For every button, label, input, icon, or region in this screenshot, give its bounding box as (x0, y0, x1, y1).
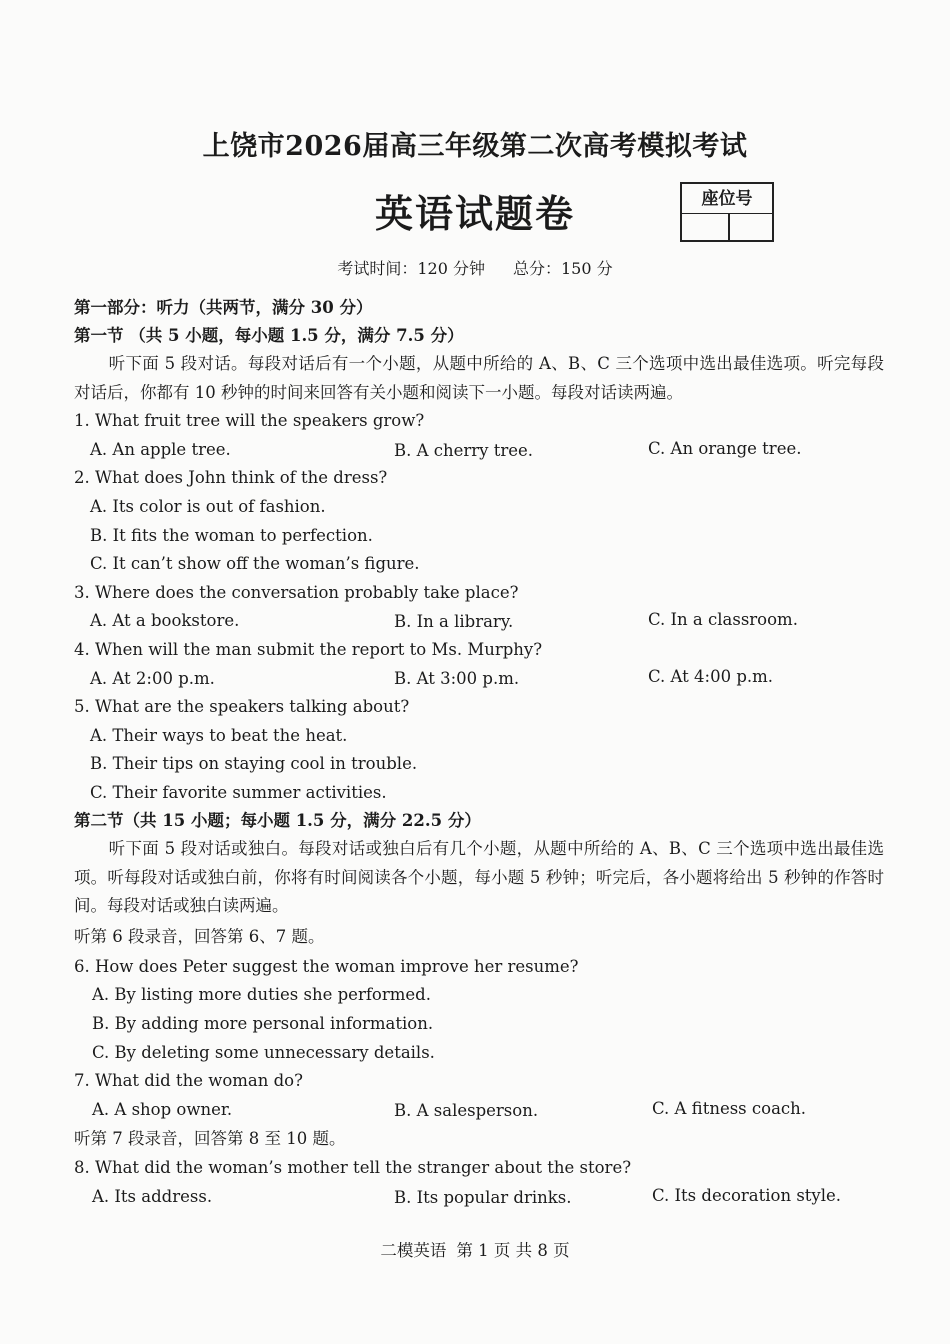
seat-number-label: 座位号 (682, 184, 772, 214)
audio-7-instruction: 听第 7 段录音，回答第 8 至 10 题。 (74, 1129, 346, 1148)
question-2: 2. What does John think of the dress? (74, 468, 388, 487)
footer-page-info: 第 1 页 共 8 页 (456, 1241, 570, 1260)
q4-option-b: B. At 3:00 p.m. (394, 669, 520, 688)
exam-info (0, 256, 950, 279)
q2-option-c: C. It can’t show off the woman’s figure. (90, 554, 420, 573)
exam-time: 考试时间：120 分钟 (337, 259, 485, 278)
audio-6-instruction: 听第 6 段录音，回答第 6、7 题。 (74, 927, 325, 946)
q1-option-b: B. A cherry tree. (394, 441, 534, 460)
q1-option-c: C. An orange tree. (648, 439, 802, 458)
question-5: 5. What are the speakers talking about? (74, 697, 410, 716)
subject-title: 英语试题卷 (374, 191, 575, 236)
q4-option-a: A. At 2:00 p.m. (90, 669, 215, 688)
q8-option-a: A. Its address. (92, 1187, 213, 1206)
q2-option-a: A. Its color is out of fashion. (90, 497, 326, 516)
q1-option-a: A. An apple tree. (90, 440, 231, 459)
q3-option-a: A. At a bookstore. (90, 611, 240, 630)
page-footer (0, 1237, 950, 1261)
section2-heading: 第二节（共 15 小题；每小题 1.5 分，满分 22.5 分） (74, 811, 481, 830)
q5-option-a: A. Their ways to beat the heat. (90, 726, 348, 745)
question-8: 8. What did the woman’s mother tell the stranger about the store? (74, 1158, 632, 1177)
exam-title: 上饶市2026届高三年级第二次高考模拟考试 (202, 131, 748, 162)
q6-option-c: C. By deleting some unnecessary details. (92, 1043, 435, 1062)
question-6: 6. How does Peter suggest the woman improve her resume? (74, 957, 579, 976)
q8-option-b: B. Its popular drinks. (394, 1188, 572, 1207)
q7-option-c: C. A fitness coach. (652, 1099, 807, 1118)
seat-number-box (680, 182, 774, 242)
part1-heading: 第一部分：听力（共两节，满分 30 分） (74, 298, 373, 317)
total-score: 总分：150 分 (513, 259, 613, 278)
question-7: 7. What did the woman do? (74, 1071, 303, 1090)
question-4: 4. When will the man submit the report to Ms. Murphy? (74, 640, 543, 659)
q5-option-c: C. Their favorite summer activities. (90, 783, 387, 802)
q5-option-b: B. Their tips on staying cool in trouble. (90, 754, 418, 773)
q3-option-b: B. In a library. (394, 612, 514, 631)
question-1: 1. What fruit tree will the speakers grow? (74, 411, 425, 430)
section1-heading: 第一节 （共 5 小题，每小题 1.5 分，满分 7.5 分） (74, 326, 464, 345)
q6-option-b: B. By adding more personal information. (92, 1014, 434, 1033)
section1-instructions: 听下面 5 段对话。每段对话后有一个小题，从题中所给的 A、B、C 三个选项中选出最佳选项。听完每段对话后，你都有 10 秒钟的时间来回答有关小题和阅读下一小题。每段对话读两遍。 (74, 354, 884, 402)
seat-box-divider (728, 214, 730, 242)
q2-option-b: B. It fits the woman to perfection. (90, 526, 373, 545)
q6-option-a: A. By listing more duties she performed. (92, 985, 431, 1004)
q3-option-c: C. In a classroom. (648, 610, 798, 629)
section2-instructions: 听下面 5 段对话或独白。每段对话或独白后有几个小题，从题中所给的 A、B、C 三个选项中选出最佳选项。听每段对话或独白前，你将有时间阅读各个小题，每小题 5 秒钟；听完后，各小题将给出 5 秒钟的作答时间。每段对话或独白读两遍。 (74, 839, 884, 916)
q4-option-c: C. At 4:00 p.m. (648, 667, 774, 686)
footer-exam-name: 二模英语 (380, 1241, 447, 1260)
q7-option-b: B. A salesperson. (394, 1101, 539, 1120)
q7-option-a: A. A shop owner. (92, 1100, 233, 1119)
q8-option-c: C. Its decoration style. (652, 1186, 842, 1205)
question-3: 3. Where does the conversation probably take place? (74, 583, 519, 602)
